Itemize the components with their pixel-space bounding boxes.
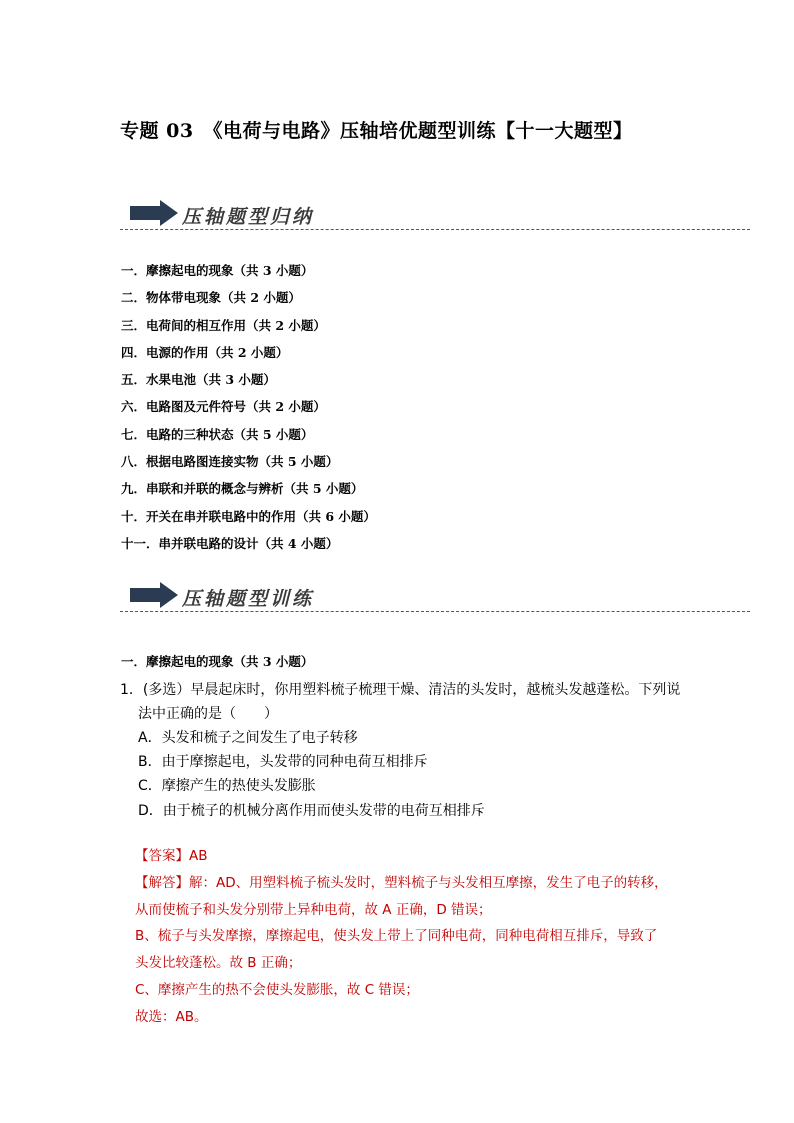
analysis-text: 解：AD、用塑料梳子梳头发时，塑料梳子与头发相互摩擦，发生了电子的转移， — [189, 874, 668, 891]
answer-block — [135, 843, 695, 1031]
answer-line — [135, 843, 695, 870]
analysis-line: B、梳子与头发摩擦，摩擦起电，使头发上带上了同种电荷，同种电荷相互排斥，导致了 — [135, 928, 658, 945]
topic-list — [121, 262, 376, 562]
question-stem: 1．(多选）早晨起床时，你用塑料梳子梳理干燥、清洁的头发时，越梳头发越蓬松。下列说 — [120, 682, 681, 698]
topic-item: 三．电荷间的相互作用（共 2 小题） — [121, 317, 326, 333]
analysis-line: 从而使梳子和头发分别带上异种电荷，故 A 正确，D 错误； — [135, 901, 492, 918]
answer-tag: 【答案】 — [135, 848, 189, 864]
topic-item: 二．物体带电现象（共 2 小题） — [121, 290, 301, 306]
topic-item: 四．电源的作用（共 2 小题） — [121, 344, 289, 360]
analysis-line — [135, 870, 695, 897]
summary-banner-label: 压轴题型归纳 — [182, 206, 315, 228]
section-heading: 一．摩擦起电的现象（共 3 小题） — [121, 654, 314, 669]
arrow-icon — [130, 582, 180, 608]
option-c: C．摩擦产生的热使头发膨胀 — [138, 778, 316, 795]
topic-item: 八．根据电路图连接实物（共 5 小题） — [121, 454, 339, 470]
option-a: A．头发和梳子之间发生了电子转移 — [138, 730, 358, 746]
question-stem-cont: 法中正确的是（ ） — [138, 706, 278, 722]
banner-divider — [120, 229, 750, 230]
topic-item: 九．串联和并联的概念与辨析（共 5 小题） — [121, 481, 364, 497]
question-1 — [120, 678, 690, 823]
topic-item: 五．水果电池（共 3 小题） — [121, 372, 276, 388]
topic-item: 六．电路图及元件符号（共 2 小题） — [121, 399, 326, 415]
analysis-line: 头发比较蓬松。故 B 正确； — [135, 955, 302, 972]
analysis-line: C、摩擦产生的热不会使头发膨胀，故 C 错误； — [135, 981, 419, 998]
document-title: 专题 03 《电荷与电路》压轴培优题型训练【十一大题型】 — [120, 120, 633, 142]
summary-banner — [120, 198, 750, 238]
option-d: D．由于梳子的机械分离作用而使头发带的电荷互相排斥 — [138, 802, 485, 819]
analysis-tag: 【解答】 — [135, 874, 189, 891]
topic-item: 一．摩擦起电的现象（共 3 小题） — [121, 263, 314, 278]
training-banner — [120, 580, 750, 620]
analysis-line: 故选：AB。 — [135, 1008, 208, 1025]
answer-value: AB — [189, 848, 208, 864]
topic-item: 七．电路的三种状态（共 5 小题） — [121, 426, 314, 442]
topic-item: 十．开关在串并联电路中的作用（共 6 小题） — [121, 508, 376, 524]
training-banner-label: 压轴题型训练 — [182, 588, 315, 610]
banner-divider — [120, 611, 750, 612]
arrow-icon — [130, 200, 180, 226]
option-b: B．由于摩擦起电，头发带的同种电荷互相排斥 — [138, 754, 428, 771]
topic-item: 十一．串并联电路的设计（共 4 小题） — [121, 535, 339, 551]
